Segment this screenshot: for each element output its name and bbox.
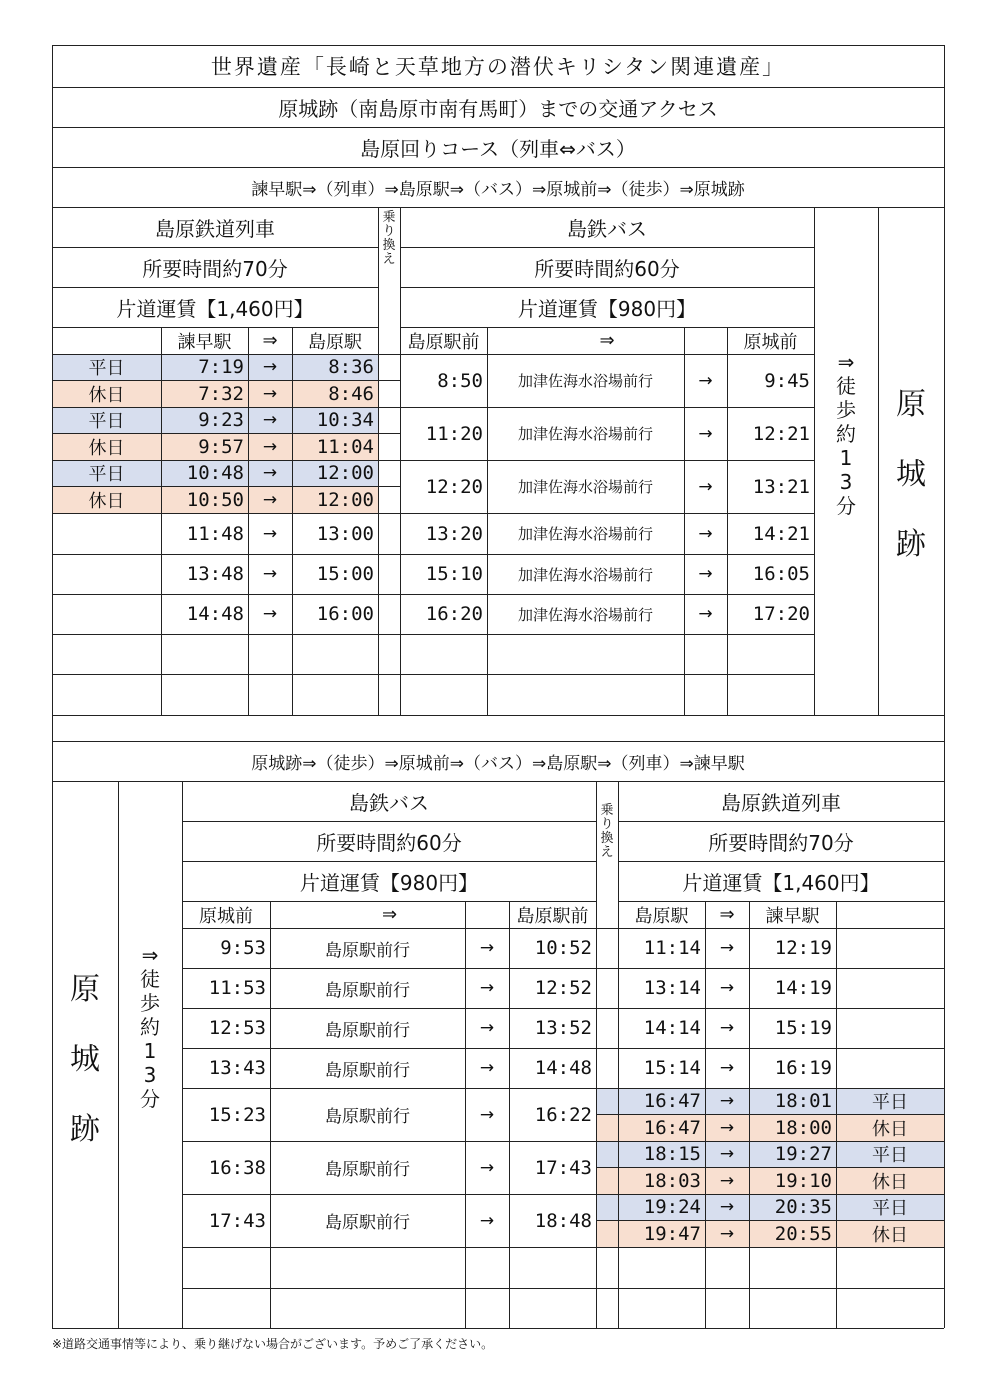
departure-time: 10:48 xyxy=(186,462,244,484)
day-type: 平日 xyxy=(88,358,125,379)
bus-destination: 島原駅前行 xyxy=(325,1160,410,1180)
arrival-time: 18:01 xyxy=(774,1090,832,1112)
grid-line xyxy=(596,1194,618,1195)
walk-label xyxy=(814,350,878,518)
grid-line xyxy=(378,380,400,381)
departure-time: 12:20 xyxy=(425,475,483,498)
arrow: → xyxy=(698,476,713,497)
walk-label-char: ⇒ xyxy=(141,943,159,967)
bus-name: 島鉄バス xyxy=(349,790,429,815)
day-type: 休日 xyxy=(872,1171,908,1193)
grid-line xyxy=(378,433,400,434)
train-fare: 片道運賃【1,460円】 xyxy=(116,296,314,321)
bus-name: 島鉄バス xyxy=(567,216,647,241)
arrival-time: 16:19 xyxy=(774,1057,832,1079)
course-title: 島原回りコース（列車⇔バス） xyxy=(360,136,636,161)
day-type xyxy=(836,1008,944,1048)
transfer-label-char: え xyxy=(600,845,614,860)
bus-fare: 片道運賃【980円】 xyxy=(517,296,697,321)
day-type: 休日 xyxy=(872,1118,908,1140)
day-type xyxy=(52,554,161,594)
col-shimabara: 島原駅 xyxy=(308,331,362,353)
arrival-time: 17:43 xyxy=(534,1156,592,1179)
departure-time: 11:14 xyxy=(643,937,701,959)
arrival-time: 12:52 xyxy=(534,977,592,999)
grid-line xyxy=(52,1328,944,1329)
col-shimabara-ekimae: 島原駅前 xyxy=(516,905,589,927)
departure-time: 17:43 xyxy=(208,1209,266,1232)
departure-time: 16:47 xyxy=(643,1090,701,1112)
bus-destination: 加津佐海水浴場前行 xyxy=(517,425,653,443)
arrow: → xyxy=(698,604,713,624)
walk-label-char: 歩 xyxy=(836,398,856,422)
grid-line xyxy=(596,1220,618,1221)
grid-line xyxy=(596,1088,618,1089)
arrival-time: 10:52 xyxy=(534,937,592,959)
transfer-label-char: 換 xyxy=(600,831,614,846)
grid-line xyxy=(596,1114,618,1115)
arrival-time: 11:04 xyxy=(316,435,374,458)
arrival-time: 14:48 xyxy=(534,1057,592,1079)
walk-label xyxy=(118,943,182,1111)
day-type xyxy=(836,1048,944,1088)
arrow: → xyxy=(262,463,278,483)
walk-label-char: 分 xyxy=(140,1087,160,1111)
departure-time: 13:43 xyxy=(208,1057,266,1079)
transfer-label-char: え xyxy=(382,252,396,267)
grid-line xyxy=(596,1247,618,1248)
transfer-label-char: 乗 xyxy=(600,803,614,818)
arrival-time: 9:45 xyxy=(764,369,810,392)
grid-line xyxy=(378,594,400,595)
day-type: 平日 xyxy=(88,411,125,432)
walk-label-char: 3 xyxy=(839,470,853,494)
arrow: → xyxy=(262,523,278,544)
arrow: → xyxy=(262,410,278,430)
arrival-time: 12:19 xyxy=(774,937,832,959)
col-harajo-mae: 原城前 xyxy=(743,331,798,353)
train-duration: 所要時間約70分 xyxy=(708,830,854,855)
col-arrow: ⇒ xyxy=(719,904,735,925)
walk-label-char: 1 xyxy=(143,1039,157,1063)
document-title: 世界遺産「長崎と天草地方の潜伏キリシタン関連遺産」 xyxy=(210,55,786,79)
grid-line xyxy=(596,1048,618,1049)
transfer-label xyxy=(596,804,618,860)
arrival-time: 19:27 xyxy=(774,1143,832,1165)
departure-time: 9:57 xyxy=(198,435,244,458)
arrival-time: 20:55 xyxy=(774,1222,832,1245)
bus-duration: 所要時間約60分 xyxy=(316,830,462,855)
departure-time: 15:14 xyxy=(643,1057,701,1079)
arrival-time: 18:00 xyxy=(774,1116,832,1139)
arrow: → xyxy=(479,1018,495,1038)
departure-time: 8:50 xyxy=(437,369,483,392)
walk-label-char: 約 xyxy=(140,1015,160,1039)
col-harajo-mae: 原城前 xyxy=(199,905,253,927)
walk-label-char: 分 xyxy=(836,494,856,518)
origin-harajo-char: 跡 xyxy=(70,1112,100,1147)
arrow: → xyxy=(698,564,713,584)
destination-harajo-char: 跡 xyxy=(896,527,926,562)
bus-destination: 加津佐海水浴場前行 xyxy=(517,605,653,624)
grid-line xyxy=(378,460,400,461)
bus-duration: 所要時間約60分 xyxy=(534,256,680,281)
grid-line xyxy=(378,354,400,355)
day-type xyxy=(836,968,944,1008)
arrow: → xyxy=(719,1170,735,1191)
arrival-time: 16:05 xyxy=(752,563,810,585)
origin-harajo-char: 城 xyxy=(70,1042,100,1077)
bus-destination: 島原駅前行 xyxy=(325,1213,410,1233)
arrow: → xyxy=(719,1091,735,1111)
arrival-time: 16:22 xyxy=(534,1103,592,1126)
day-type: 休日 xyxy=(88,384,125,406)
transfer-label-char: り xyxy=(382,224,396,239)
departure-time: 10:50 xyxy=(186,488,244,511)
day-type: 平日 xyxy=(872,1145,908,1166)
origin-harajo-char: 原 xyxy=(70,972,100,1007)
arrow: → xyxy=(262,489,278,510)
walk-label-char: ⇒ xyxy=(837,350,855,374)
grid-line xyxy=(378,674,400,675)
outbound-route: 諫早駅⇒（列車）⇒島原駅⇒（バス）⇒原城前⇒（徒歩）⇒原城跡 xyxy=(251,179,745,200)
arrow: → xyxy=(479,938,495,958)
grid-line xyxy=(618,1288,944,1289)
departure-time: 15:10 xyxy=(425,563,483,585)
day-type xyxy=(52,513,161,554)
arrow: → xyxy=(719,1223,735,1244)
col-shimabara-ekimae: 島原駅前 xyxy=(407,331,480,353)
train-fare: 片道運賃【1,460円】 xyxy=(682,870,880,895)
arrival-time: 13:00 xyxy=(316,522,374,545)
grid-line xyxy=(52,715,944,716)
walk-label-char: 徒 xyxy=(140,967,160,991)
walk-label-char: 1 xyxy=(839,446,853,470)
departure-time: 18:03 xyxy=(643,1169,701,1192)
arrow: → xyxy=(262,383,278,404)
bus-fare: 片道運賃【980円】 xyxy=(299,870,479,895)
departure-time: 7:32 xyxy=(198,382,244,405)
inbound-route: 原城跡⇒（徒歩）⇒原城前⇒（バス）⇒島原駅⇒（列車）⇒諫早駅 xyxy=(251,753,745,774)
grid-line xyxy=(596,1141,618,1142)
arrow: → xyxy=(479,1058,495,1078)
arrow: → xyxy=(479,1157,495,1178)
departure-time: 14:14 xyxy=(643,1017,701,1039)
destination-harajo xyxy=(878,370,944,580)
walk-label-char: 約 xyxy=(836,422,856,446)
arrow: → xyxy=(698,523,713,544)
arrow: → xyxy=(262,436,278,457)
departure-time: 12:53 xyxy=(208,1017,266,1039)
col-arrow: ⇒ xyxy=(262,330,278,351)
arrow: → xyxy=(262,564,278,584)
departure-time: 16:38 xyxy=(208,1156,266,1179)
departure-time: 15:23 xyxy=(208,1103,266,1126)
bus-destination: 加津佐海水浴場前行 xyxy=(517,372,653,390)
arrival-time: 20:35 xyxy=(774,1196,832,1218)
grid-line xyxy=(378,634,400,635)
grid-line xyxy=(182,1288,596,1289)
grid-line xyxy=(596,1008,618,1009)
train-name: 島原鉄道列車 xyxy=(155,216,275,241)
arrival-time: 13:52 xyxy=(534,1017,592,1039)
transfer-label xyxy=(378,211,400,267)
grid-line xyxy=(596,1288,618,1289)
day-type: 平日 xyxy=(872,1198,908,1219)
arrow: → xyxy=(719,978,735,998)
day-type: 休日 xyxy=(872,1224,908,1246)
departure-time: 13:20 xyxy=(425,522,483,545)
departure-time: 7:19 xyxy=(198,356,244,378)
arrival-time: 14:21 xyxy=(752,522,810,545)
arrow: → xyxy=(719,1018,735,1038)
arrival-time: 8:36 xyxy=(328,356,374,378)
col-arrow: ⇒ xyxy=(599,330,615,351)
bus-destination: 島原駅前行 xyxy=(325,1107,410,1127)
col-shimabara: 島原駅 xyxy=(634,905,689,927)
transfer-label-char: り xyxy=(600,817,614,832)
footnote: ※道路交通事情等により、乗り継げない場合がございます。予めご了承ください。 xyxy=(52,1336,494,1351)
walk-label-char: 徒 xyxy=(836,374,856,398)
departure-time: 11:20 xyxy=(425,422,483,445)
grid-line xyxy=(52,674,378,675)
arrival-time: 17:20 xyxy=(752,603,810,625)
train-duration: 所要時間約70分 xyxy=(142,256,288,281)
arrow: → xyxy=(479,978,495,998)
train-name: 島原鉄道列車 xyxy=(721,790,841,815)
day-type: 休日 xyxy=(88,490,125,512)
departure-time: 11:48 xyxy=(186,522,244,545)
bus-destination: 島原駅前行 xyxy=(325,1020,410,1041)
grid-line xyxy=(596,968,618,969)
arrival-time: 19:10 xyxy=(774,1169,832,1192)
arrival-time: 15:19 xyxy=(774,1017,832,1039)
grid-line xyxy=(378,513,400,514)
grid-line xyxy=(378,486,400,487)
arrival-time: 16:00 xyxy=(316,603,374,625)
grid-line xyxy=(378,554,400,555)
day-type: 平日 xyxy=(872,1092,908,1113)
arrow: → xyxy=(719,1197,735,1217)
destination-harajo-char: 原 xyxy=(896,387,926,422)
arrival-time: 10:34 xyxy=(316,409,374,431)
departure-time: 14:48 xyxy=(186,603,244,625)
col-isahaya: 諫早駅 xyxy=(177,331,232,353)
departure-time: 19:24 xyxy=(643,1196,701,1218)
day-type xyxy=(836,928,944,968)
arrow: → xyxy=(719,1144,735,1164)
grid-line xyxy=(596,928,618,929)
col-arrow: ⇒ xyxy=(381,904,398,925)
bus-destination: 加津佐海水浴場前行 xyxy=(517,525,653,543)
arrow: → xyxy=(698,370,713,391)
arrival-time: 8:46 xyxy=(328,382,374,405)
bus-destination: 加津佐海水浴場前行 xyxy=(517,478,653,496)
transfer-label-char: 乗 xyxy=(382,210,396,225)
departure-time: 13:14 xyxy=(643,977,701,999)
origin-harajo xyxy=(52,955,118,1165)
day-type xyxy=(52,594,161,634)
departure-time: 18:15 xyxy=(643,1143,701,1165)
arrow: → xyxy=(698,423,713,444)
departure-time: 9:53 xyxy=(220,937,266,959)
departure-time: 13:48 xyxy=(186,563,244,585)
destination-harajo-char: 城 xyxy=(896,457,926,492)
day-type: 平日 xyxy=(88,464,125,485)
bus-destination: 加津佐海水浴場前行 xyxy=(517,565,653,584)
arrival-time: 13:21 xyxy=(752,475,810,498)
arrival-time: 12:21 xyxy=(752,422,810,445)
arrow: → xyxy=(479,1104,495,1125)
arrow: → xyxy=(719,938,735,958)
grid-line xyxy=(378,407,400,408)
arrow: → xyxy=(262,357,278,377)
arrival-time: 14:19 xyxy=(774,977,832,999)
arrival-time: 15:00 xyxy=(316,563,374,585)
grid-line xyxy=(596,1167,618,1168)
access-subtitle: 原城跡（南島原市南有馬町）までの交通アクセス xyxy=(278,96,718,121)
arrival-time: 18:48 xyxy=(534,1209,592,1232)
bus-destination: 島原駅前行 xyxy=(325,1060,410,1081)
arrival-time: 12:00 xyxy=(316,488,374,511)
grid-line xyxy=(400,674,814,675)
arrow: → xyxy=(479,1210,495,1231)
arrow: → xyxy=(262,604,278,624)
departure-time: 16:20 xyxy=(425,603,483,625)
arrow: → xyxy=(719,1058,735,1078)
arrow: → xyxy=(719,1117,735,1138)
departure-time: 16:47 xyxy=(643,1116,701,1139)
col-isahaya: 諫早駅 xyxy=(765,905,820,927)
departure-time: 19:47 xyxy=(643,1222,701,1245)
walk-label-char: 3 xyxy=(143,1063,157,1087)
arrival-time: 12:00 xyxy=(316,462,374,484)
bus-destination: 島原駅前行 xyxy=(325,940,410,961)
day-type: 休日 xyxy=(88,437,125,459)
walk-label-char: 歩 xyxy=(140,991,160,1015)
bus-destination: 島原駅前行 xyxy=(325,980,410,1001)
transfer-label-char: 換 xyxy=(382,238,396,253)
departure-time: 11:53 xyxy=(208,977,266,999)
departure-time: 9:23 xyxy=(198,409,244,431)
